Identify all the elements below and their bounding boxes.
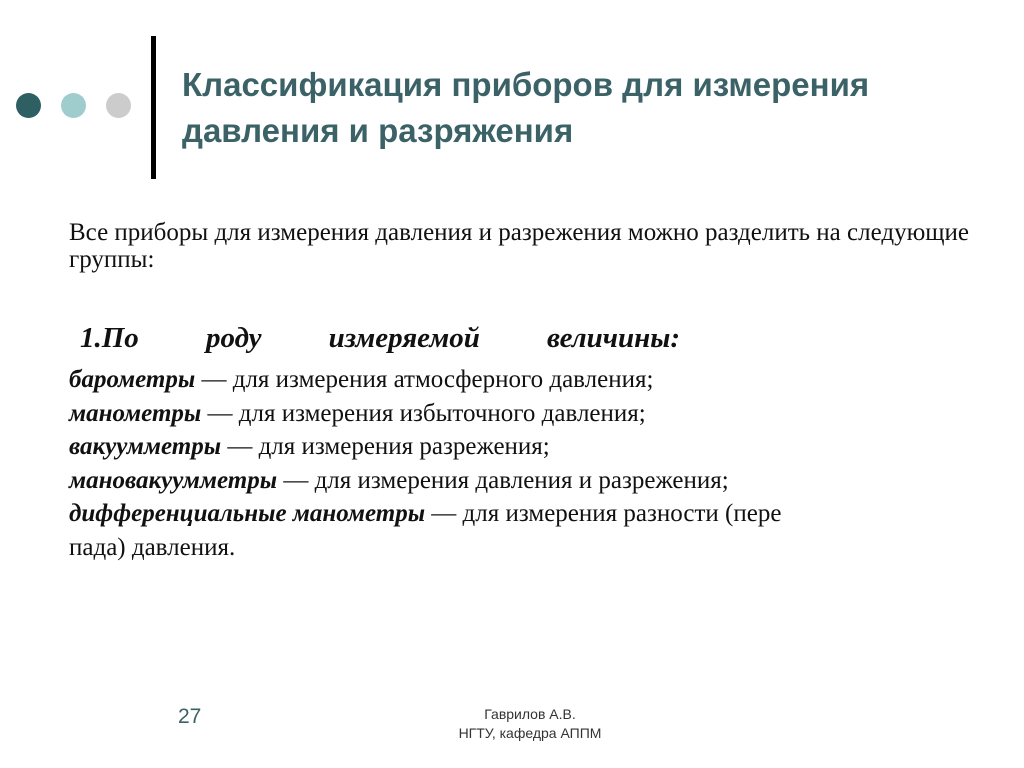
footer-credits xyxy=(420,705,640,743)
list-item xyxy=(69,363,969,397)
footer-author: Гаврилов А.В. xyxy=(484,706,576,722)
list-item-continuation: пада) давления. xyxy=(69,533,236,561)
group-heading-word: 1.По xyxy=(80,322,139,354)
item-term: вакуумметры xyxy=(69,433,222,460)
list-item xyxy=(69,464,969,498)
item-desc: — для измерения разрежения; xyxy=(221,433,550,460)
instrument-list xyxy=(69,363,969,564)
list-item xyxy=(69,397,969,431)
item-desc: — для измерения давления и разрежения; xyxy=(277,466,729,494)
group-heading xyxy=(80,322,680,355)
item-term: манометры xyxy=(69,399,202,427)
item-desc: — для измерения разности (пере xyxy=(425,500,782,527)
list-item xyxy=(69,497,969,531)
group-heading-word: величины: xyxy=(547,322,680,354)
page-number: 27 xyxy=(178,705,202,728)
list-item xyxy=(69,430,969,464)
item-term: барометры xyxy=(69,366,196,393)
dot-dark xyxy=(16,93,41,118)
item-desc: — для измерения атмосферного давления; xyxy=(195,366,654,393)
dot-gray xyxy=(106,93,131,118)
decorative-dots xyxy=(16,93,131,118)
item-desc: — для измерения избыточного давления; xyxy=(201,399,646,427)
group-heading-word: роду xyxy=(205,322,262,354)
item-term: дифференциальные манометры xyxy=(69,500,426,527)
slide-title: Классификация приборов для измерения давления и разряжения xyxy=(182,66,870,149)
footer-department: НГТУ, кафедра АППМ xyxy=(458,725,602,741)
group-heading-word: измеряемой xyxy=(328,322,480,354)
dot-light xyxy=(61,93,86,118)
intro-text: Все приборы для измерения давления и разрежения можно разделить на следующие группы: xyxy=(69,219,969,273)
item-term: мановакуумметры xyxy=(69,466,278,494)
title-divider-bar xyxy=(151,36,156,179)
